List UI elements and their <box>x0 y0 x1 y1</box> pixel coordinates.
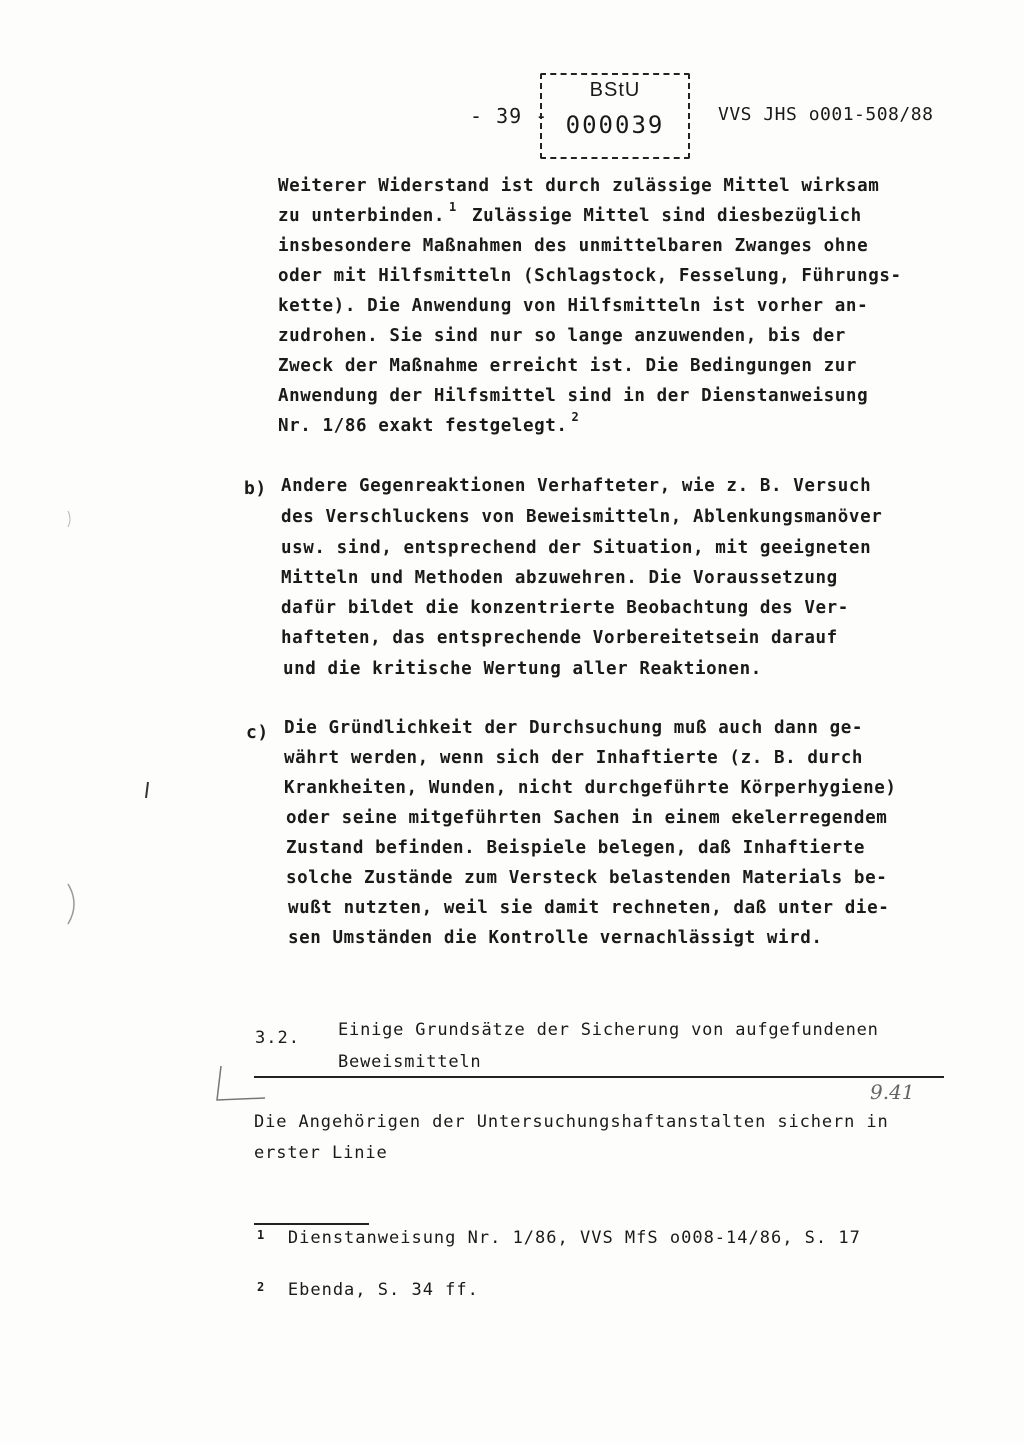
paragraph-line: oder mit Hilfsmitteln (Schlagstock, Fesselung, Führungs- <box>278 266 902 286</box>
paragraph-line: währt werden, wenn sich der Inhaftierte (z. B. durch <box>284 748 864 768</box>
item-marker: c) <box>246 722 269 743</box>
section-title-line: Beweismitteln <box>338 1052 482 1072</box>
margin-pencil-mark <box>130 770 170 810</box>
footnote-1 <box>257 1228 861 1248</box>
paragraph-line: Mitteln und Methoden abzuwehren. Die Voraussetzung <box>281 568 838 588</box>
section-text-line: erster Linie <box>254 1143 388 1163</box>
classification-reference: VVS JHS o001-508/88 <box>718 104 934 125</box>
section-title-line: Einige Grundsätze der Sicherung von aufgefundenen <box>338 1020 879 1040</box>
section-number: 3.2. <box>255 1028 300 1048</box>
paragraph-line: zudrohen. Sie sind nur so lange anzuwenden, bis der <box>278 326 846 346</box>
footnote-text: Dienstanweisung Nr. 1/86, VVS MfS o008-14/86, S. 17 <box>287 1228 861 1248</box>
margin-dot-mark <box>60 505 80 535</box>
archive-stamp <box>540 73 690 159</box>
footnote-marker: 1 <box>257 1228 265 1242</box>
paragraph-line <box>278 200 862 226</box>
line-text: zu unterbinden. <box>278 206 446 226</box>
margin-bracket-mark <box>205 1060 275 1110</box>
footnote-text: Ebenda, S. 34 ff. <box>287 1280 479 1300</box>
footnote-marker: 2 <box>257 1280 265 1294</box>
paragraph-line: Andere Gegenreaktionen Verhafteter, wie z. B. Versuch <box>281 476 872 496</box>
paragraph-line: Zustand befinden. Beispiele belegen, daß Inhaftierte <box>286 838 866 858</box>
paragraph-line: kette). Die Anwendung von Hilfsmitteln ist vorher an- <box>278 296 869 316</box>
line-text: Nr. 1/86 exakt festgelegt. <box>278 416 568 436</box>
paragraph-line: dafür bildet die konzentrierte Beobachtung des Ver- <box>281 598 849 618</box>
paragraph-line: Die Gründlichkeit der Durchsuchung muß auch dann ge- <box>284 718 864 738</box>
line-text: Zulässige Mittel sind diesbezüglich <box>472 206 862 226</box>
footnote-separator <box>254 1223 369 1225</box>
paragraph-line: Zweck der Maßnahme erreicht ist. Die Bedingungen zur <box>278 356 858 376</box>
paragraph-line: solche Zustände zum Versteck belastenden Materials be- <box>286 868 888 888</box>
paragraph-line: insbesondere Maßnahmen des unmittelbaren Zwanges ohne <box>278 236 869 256</box>
footnote-ref: 1 <box>449 200 457 214</box>
paragraph-line: Anwendung der Hilfsmittel sind in der Dienstanweisung <box>278 386 869 406</box>
paragraph-line: usw. sind, entsprechend der Situation, mit geeigneten <box>281 538 872 558</box>
paragraph-line: und die kritische Wertung aller Reaktionen. <box>283 659 762 679</box>
paragraph-line <box>278 410 583 436</box>
margin-bracket-mark <box>58 880 88 930</box>
paragraph-line: oder seine mitgeführten Sachen in einem ekelerregendem <box>286 808 888 828</box>
paragraph-line: des Verschluckens von Beweismitteln, Ablenkungsmanöver <box>281 507 883 527</box>
paragraph-line: sen Umständen die Kontrolle vernachlässigt wird. <box>288 928 823 948</box>
handwritten-margin-note: 9.41 <box>870 1080 915 1104</box>
paragraph-line: hafteten, das entsprechende Vorbereitetsein darauf <box>281 628 838 648</box>
paragraph-line: Weiterer Widerstand ist durch zulässige Mittel wirksam <box>278 176 880 196</box>
stamp-number: 000039 <box>565 111 665 139</box>
paragraph-line: wußt nutzten, weil sie damit rechneten, daß unter die- <box>288 898 890 918</box>
footnote-2 <box>257 1280 479 1300</box>
section-underline <box>254 1076 944 1078</box>
paragraph-line: Krankheiten, Wunden, nicht durchgeführte Körperhygiene) <box>284 778 897 798</box>
section-text-line: Die Angehörigen der Untersuchungshaftanstalten sichern in <box>254 1112 889 1132</box>
footnote-ref: 2 <box>571 410 580 424</box>
stamp-label: BStU <box>589 79 641 101</box>
item-marker: b) <box>244 478 267 499</box>
page-number: - 39 - <box>470 104 549 128</box>
